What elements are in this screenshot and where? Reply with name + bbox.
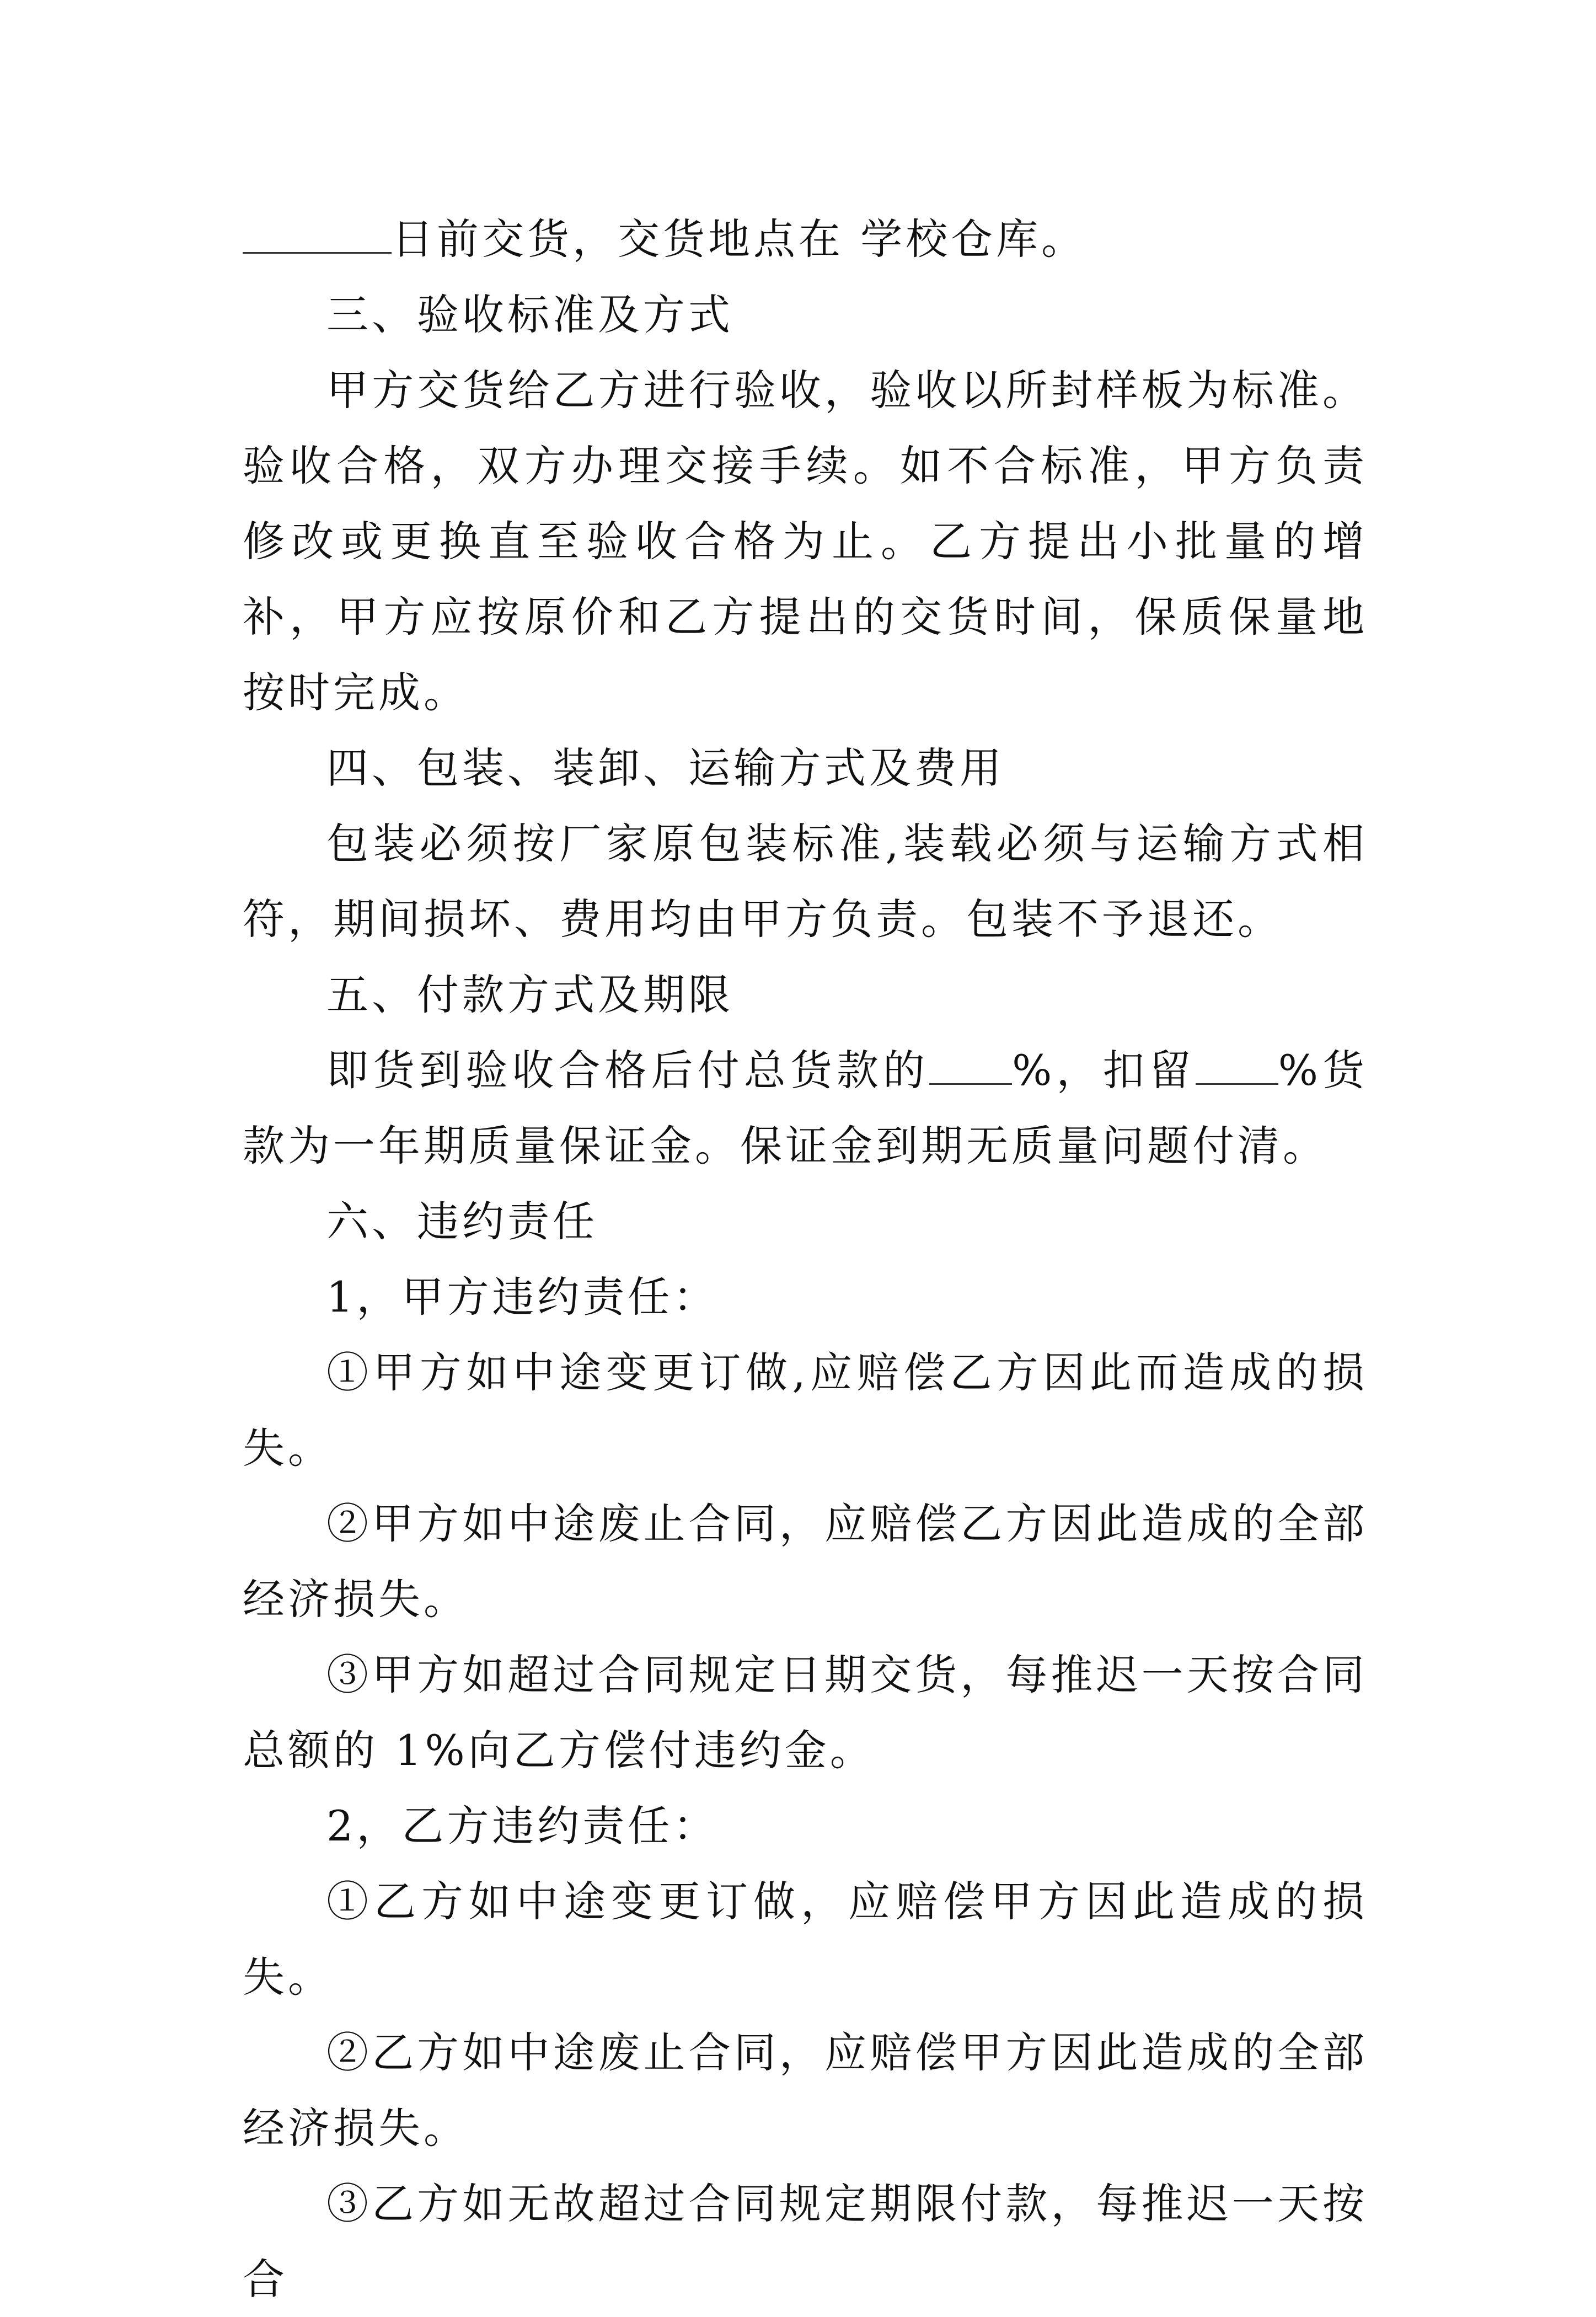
payment-text-3: %货款为一年期质量保证金。保证金到期无质量问题付清。 bbox=[243, 1046, 1368, 1170]
document-body bbox=[243, 201, 1368, 2317]
payment-text-1: 即货到验收合格后付总货款的 bbox=[326, 1046, 930, 1095]
delivery-line bbox=[243, 201, 1368, 277]
section-4-body: 包装必须按厂家原包装标准,装载必须与运输方式相符，期间损坏、费用均由甲方负责。包装不予退还。 bbox=[243, 819, 1368, 944]
section-3-title: 三、验收标准及方式 bbox=[326, 290, 733, 339]
retention-percent-blank bbox=[1196, 1041, 1278, 1085]
party-a-item-1: ①甲方如中途变更订做,应赔偿乙方因此而造成的损失。 bbox=[243, 1348, 1368, 1473]
party-b-item-1: ①乙方如中途变更订做，应赔偿甲方因此造成的损失。 bbox=[243, 1877, 1368, 2002]
delivery-date-blank bbox=[243, 210, 392, 254]
party-b-item-2: ②乙方如中途废止合同，应赔偿甲方因此造成的全部经济损失。 bbox=[243, 2028, 1368, 2153]
party-a-item-3: ③甲方如超过合同规定日期交货，每推迟一天按合同总额的 1%向乙方偿付违约金。 bbox=[243, 1650, 1368, 1775]
payment-percent-blank bbox=[929, 1041, 1012, 1085]
section-3-body: 甲方交货给乙方进行验收，验收以所封样板为标准。验收合格，双方办理交接手续。如不合标准，甲方负责修改或更换直至验收合格为止。乙方提出小批量的增补，甲方应按原价和乙方提出的交货时间，保质保量地按时完成。 bbox=[243, 366, 1368, 717]
party-b-item-3: ③乙方如无故超过合同规定期限付款，每推迟一天按合 bbox=[243, 2179, 1368, 2304]
section-5-body bbox=[243, 1032, 1368, 1184]
payment-text-2: %，扣留 bbox=[1012, 1046, 1196, 1095]
section-6-title: 六、违约责任 bbox=[326, 1197, 598, 1246]
section-4-title: 四、包装、装卸、运输方式及费用 bbox=[326, 743, 1005, 793]
party-b-liability-title: 2，乙方违约责任： bbox=[326, 1801, 719, 1850]
delivery-text: 日前交货，交货地点在 学校仓库。 bbox=[392, 215, 1087, 264]
party-a-item-2: ②甲方如中途废止合同，应赔偿乙方因此造成的全部经济损失。 bbox=[243, 1499, 1368, 1624]
section-5-title: 五、付款方式及期限 bbox=[326, 970, 733, 1019]
party-a-liability-title: 1，甲方违约责任： bbox=[326, 1272, 719, 1321]
